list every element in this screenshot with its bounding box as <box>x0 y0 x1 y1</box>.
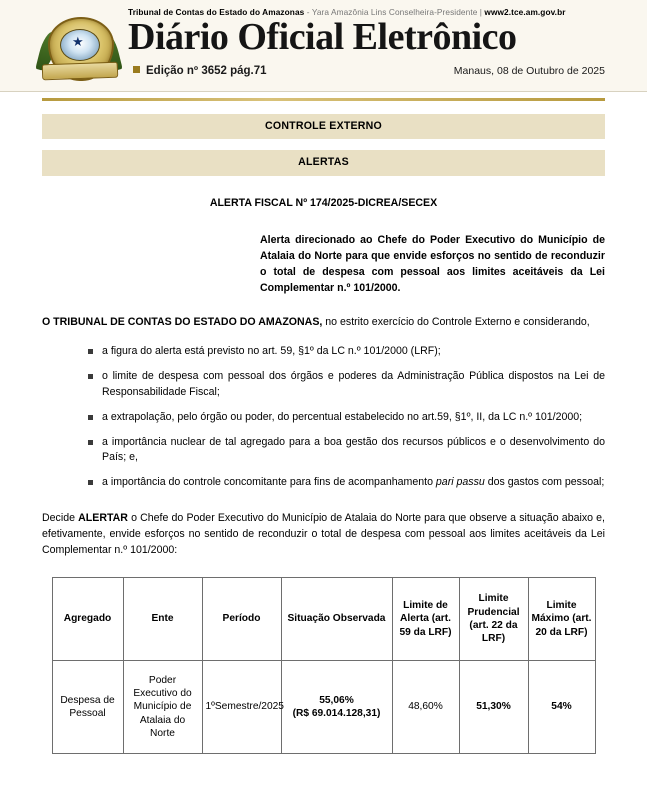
cell-situacao-observada <box>281 660 392 753</box>
table-header-row <box>52 577 595 660</box>
list-item: o limite de despesa com pessoal dos órgãos e poderes da Administração Pública dispostos na Lei de Responsabilidade Fiscal; <box>88 369 605 401</box>
column-header-situacao-observada: Situação Observada <box>281 577 392 660</box>
decision-keyword: ALERTAR <box>78 512 128 525</box>
place-date: Manaus, 08 de Outubro de 2025 <box>453 65 605 77</box>
list-item-pari-passu <box>88 475 605 491</box>
cell-periodo: 1ºSemestre/2025 <box>202 660 281 753</box>
table-row <box>52 660 595 753</box>
decision-prefix: Decide <box>42 512 79 525</box>
table-body <box>52 660 595 753</box>
cell-limite-alerta: 48,60% <box>392 660 459 753</box>
fiscal-alert-table <box>52 577 596 754</box>
coat-of-arms-icon: ★ <box>40 13 118 85</box>
page-title: Diário Oficial Eletrônico <box>128 16 517 58</box>
gold-divider <box>42 98 605 101</box>
situacao-valor: (R$ 69.014.128,31) <box>292 707 381 719</box>
column-header-limite-alerta: Limite de Alerta (art. 59 da LRF) <box>392 577 459 660</box>
square-bullet-icon <box>133 66 140 73</box>
decision-rest: o Chefe do Poder Executivo do Município de Atalaia do Norte para que observe a situação abaixo e, efetivamente, envide esforços no sentido de reconduzir o total de despesa com pessoal aos limites aceitáveis da Lei Complementar n.º 101/2000: <box>42 512 605 557</box>
masthead-president: - Yara Amazônia Lins Conselheira-Presidente | <box>304 7 485 17</box>
cell-limite-maximo: 54% <box>528 660 595 753</box>
list-item: a figura do alerta está previsto no art. 59, §1º da LC n.º 101/2000 (LRF); <box>88 344 605 360</box>
table-header <box>52 577 595 660</box>
masthead <box>0 0 647 92</box>
situacao-percent: 55,06% <box>319 694 354 706</box>
masthead-website: www2.tce.am.gov.br <box>484 7 566 17</box>
section-band-controle-externo: CONTROLE EXTERNO <box>42 114 605 139</box>
cell-ente: Poder Executivo do Município de Atalaia do Norte <box>123 660 202 753</box>
list-item: a importância nuclear de tal agregado para a boa gestão dos recursos públicos e o desenvolvimento do País; e, <box>88 435 605 467</box>
list-item-text-before: a importância do controle concomitante para fins de acompanhamento <box>102 476 436 489</box>
edition-text: Edição nº 3652 pág.71 <box>146 65 267 77</box>
list-item-text-after: dos gastos com pessoal; <box>484 476 605 489</box>
list-item: a extrapolação, pelo órgão ou poder, do percentual estabelecido no art.59, §1º, II, da LC n.º 101/2000; <box>88 410 605 426</box>
considerations-list <box>42 344 605 491</box>
court-name: O TRIBUNAL DE CONTAS DO ESTADO DO AMAZONAS, <box>42 315 323 328</box>
decision-paragraph <box>42 511 605 559</box>
considering-text: no estrito exercício do Controle Externo e considerando, <box>322 315 590 328</box>
column-header-periodo: Período <box>202 577 281 660</box>
section-band-alertas: ALERTAS <box>42 150 605 175</box>
edition-label <box>133 65 267 77</box>
cell-agregado: Despesa de Pessoal <box>52 660 123 753</box>
document-content <box>0 114 647 754</box>
alert-lead-paragraph: Alerta direcionado ao Chefe do Poder Executivo do Município de Atalaia do Norte para que envide esforços no sentido de reconduzir o total de despesa com pessoal aos limites aceitáveis da Lei Complementar n.º 101/2000. <box>260 234 605 294</box>
masthead-institution: Tribunal de Contas do Estado do Amazonas <box>128 7 305 17</box>
cell-limite-prudencial: 51,30% <box>459 660 528 753</box>
column-header-limite-prudencial: Limite Prudencial (art. 22 da LRF) <box>459 577 528 660</box>
column-header-agregado: Agregado <box>52 577 123 660</box>
considering-paragraph <box>42 315 605 330</box>
alert-subheading: ALERTA FISCAL Nº 174/2025-DICREA/SECEX <box>209 196 438 209</box>
column-header-ente: Ente <box>123 577 202 660</box>
column-header-limite-maximo: Limite Máximo (art. 20 da LRF) <box>528 577 595 660</box>
list-item-text-italic: pari passu <box>435 476 485 489</box>
